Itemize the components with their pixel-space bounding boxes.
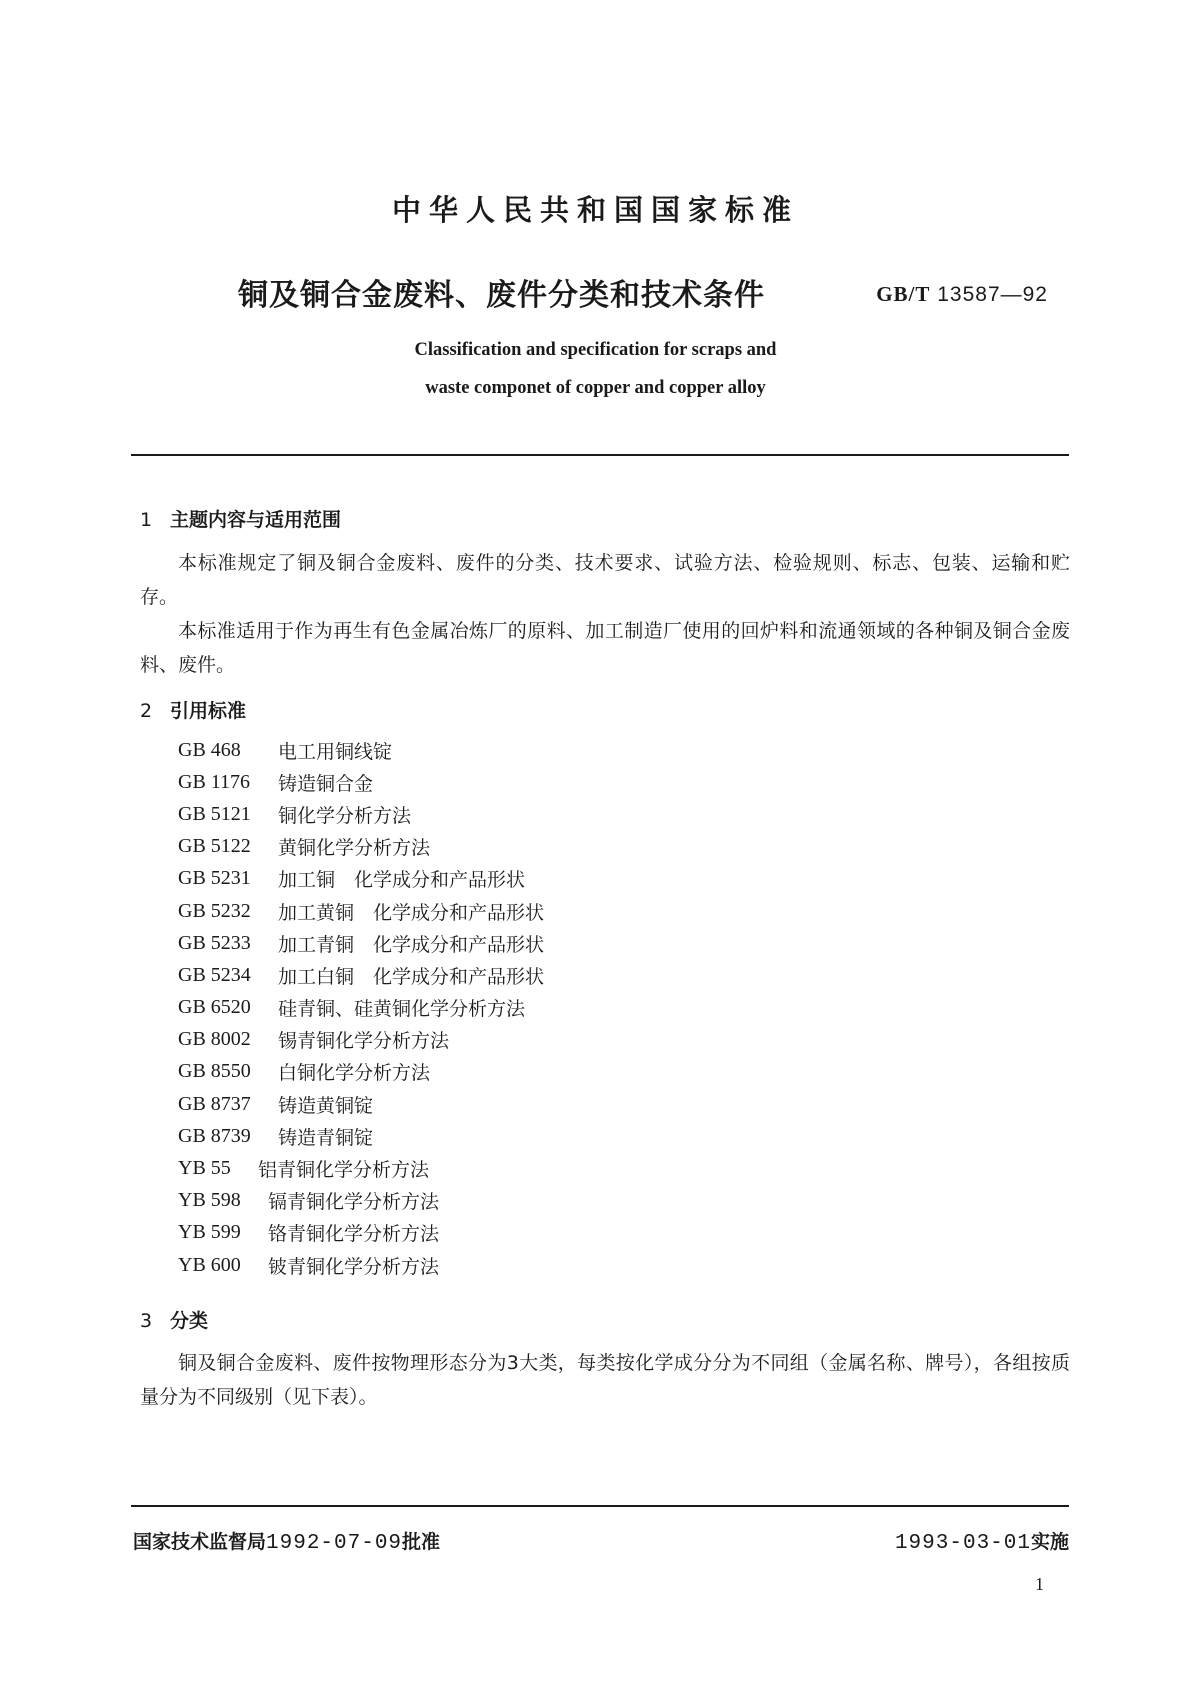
section-number: 1 xyxy=(140,509,153,531)
reference-code: GB 1176 xyxy=(178,770,251,793)
list-item xyxy=(178,831,544,863)
approval-date: 1992-07-09 xyxy=(266,1532,403,1555)
reference-title: 加工白铜 化学成分和产品形状 xyxy=(278,965,545,988)
reference-title: 加工铜 化学成分和产品形状 xyxy=(278,869,526,892)
title-row xyxy=(0,270,1191,314)
reference-code: GB 8737 xyxy=(178,1092,251,1115)
section-3-paragraph: 铜及铜合金废料、废件按物理形态分为3大类，每类按化学成分分为不同组（金属名称、牌号），各组按质量分为不同级别（见下表）。 xyxy=(140,1352,1070,1408)
reference-code: GB 8550 xyxy=(178,1060,251,1083)
list-item xyxy=(178,1088,544,1120)
section-title: 引用标准 xyxy=(170,700,247,722)
list-item xyxy=(178,992,544,1024)
section-1-paragraph-2: 本标准适用于作为再生有色金属冶炼厂的原料、加工制造厂使用的回炉料和流通领域的各种铜及铜合金废料、废件。 xyxy=(140,620,1070,676)
reference-code: GB 5121 xyxy=(178,802,251,825)
reference-code: YB 600 xyxy=(178,1253,241,1276)
reference-title: 硅青铜、硅黄铜化学分析方法 xyxy=(278,998,526,1021)
list-item xyxy=(178,1185,544,1217)
reference-title: 铍青铜化学分析方法 xyxy=(268,1255,440,1278)
reference-title: 电工用铜线锭 xyxy=(278,740,393,763)
effective-label: 实施 xyxy=(1030,1531,1069,1553)
reference-title: 铸造青铜锭 xyxy=(278,1126,374,1149)
list-item xyxy=(178,1152,544,1184)
reference-title: 锡青铜化学分析方法 xyxy=(278,1030,450,1053)
section-title: 主题内容与适用范围 xyxy=(170,509,342,531)
reference-title: 铸造黄铜锭 xyxy=(278,1094,374,1117)
reference-title: 加工青铜 化学成分和产品形状 xyxy=(278,933,545,956)
reference-list xyxy=(178,734,544,1281)
english-title-line-1: Classification and specification for scraps and xyxy=(414,340,777,360)
reference-code: GB 8739 xyxy=(178,1124,251,1147)
reference-code: YB 55 xyxy=(178,1157,231,1180)
section-number: 3 xyxy=(140,1310,153,1332)
reference-code: YB 599 xyxy=(178,1221,241,1244)
list-item xyxy=(178,734,544,766)
section-3-heading xyxy=(140,1306,208,1333)
list-item xyxy=(178,766,544,798)
reference-title: 铸造铜合金 xyxy=(278,772,374,795)
reference-code: GB 5122 xyxy=(178,835,251,858)
list-item xyxy=(178,1024,544,1056)
section-1-heading xyxy=(140,505,341,532)
reference-title: 白铜化学分析方法 xyxy=(278,1062,431,1085)
footer-divider xyxy=(131,1505,1069,1507)
reference-code: GB 5232 xyxy=(178,899,251,922)
page-number: 1 xyxy=(1035,1574,1044,1594)
list-item xyxy=(178,1120,544,1152)
list-item xyxy=(178,1249,544,1281)
approval-info xyxy=(133,1527,440,1555)
list-item xyxy=(178,959,544,991)
reference-code: GB 5233 xyxy=(178,931,251,954)
list-item xyxy=(178,927,544,959)
reference-title: 黄铜化学分析方法 xyxy=(278,837,431,860)
standard-code: 13587—92 xyxy=(937,283,1048,306)
list-item xyxy=(178,1056,544,1088)
reference-code: GB 5231 xyxy=(178,867,251,890)
approval-label: 批准 xyxy=(402,1531,441,1553)
english-title-line-2: waste componet of copper and copper alloy xyxy=(425,378,766,398)
section-1-paragraph-1: 本标准规定了铜及铜合金废料、废件的分类、技术要求、试验方法、检验规则、标志、包装、运输和贮存。 xyxy=(140,552,1070,608)
header-divider xyxy=(131,454,1069,456)
national-standard-heading: 中华人民共和国国家标准 xyxy=(391,193,799,227)
reference-code: GB 468 xyxy=(178,738,241,761)
reference-title: 铝青铜化学分析方法 xyxy=(258,1159,430,1182)
reference-code: GB 8002 xyxy=(178,1028,251,1051)
reference-code: GB 6520 xyxy=(178,996,251,1019)
list-item xyxy=(178,895,544,927)
list-item xyxy=(178,863,544,895)
standard-prefix: GB/T xyxy=(876,282,931,306)
section-number: 2 xyxy=(140,700,153,722)
list-item xyxy=(178,798,544,830)
issuer: 国家技术监督局 xyxy=(133,1531,267,1553)
section-title: 分类 xyxy=(170,1310,209,1332)
effective-info xyxy=(895,1527,1069,1555)
document-title: 铜及铜合金废料、废件分类和技术条件 xyxy=(238,278,765,313)
standard-number xyxy=(876,282,1048,307)
reference-code: GB 5234 xyxy=(178,963,251,986)
reference-title: 加工黄铜 化学成分和产品形状 xyxy=(278,901,545,924)
reference-title: 镉青铜化学分析方法 xyxy=(268,1191,440,1214)
effective-date: 1993-03-01 xyxy=(894,1532,1031,1555)
reference-title: 铜化学分析方法 xyxy=(278,804,412,827)
reference-title: 铬青铜化学分析方法 xyxy=(268,1223,440,1246)
reference-code: YB 598 xyxy=(178,1189,241,1212)
section-2-heading xyxy=(140,696,246,723)
list-item xyxy=(178,1217,544,1249)
